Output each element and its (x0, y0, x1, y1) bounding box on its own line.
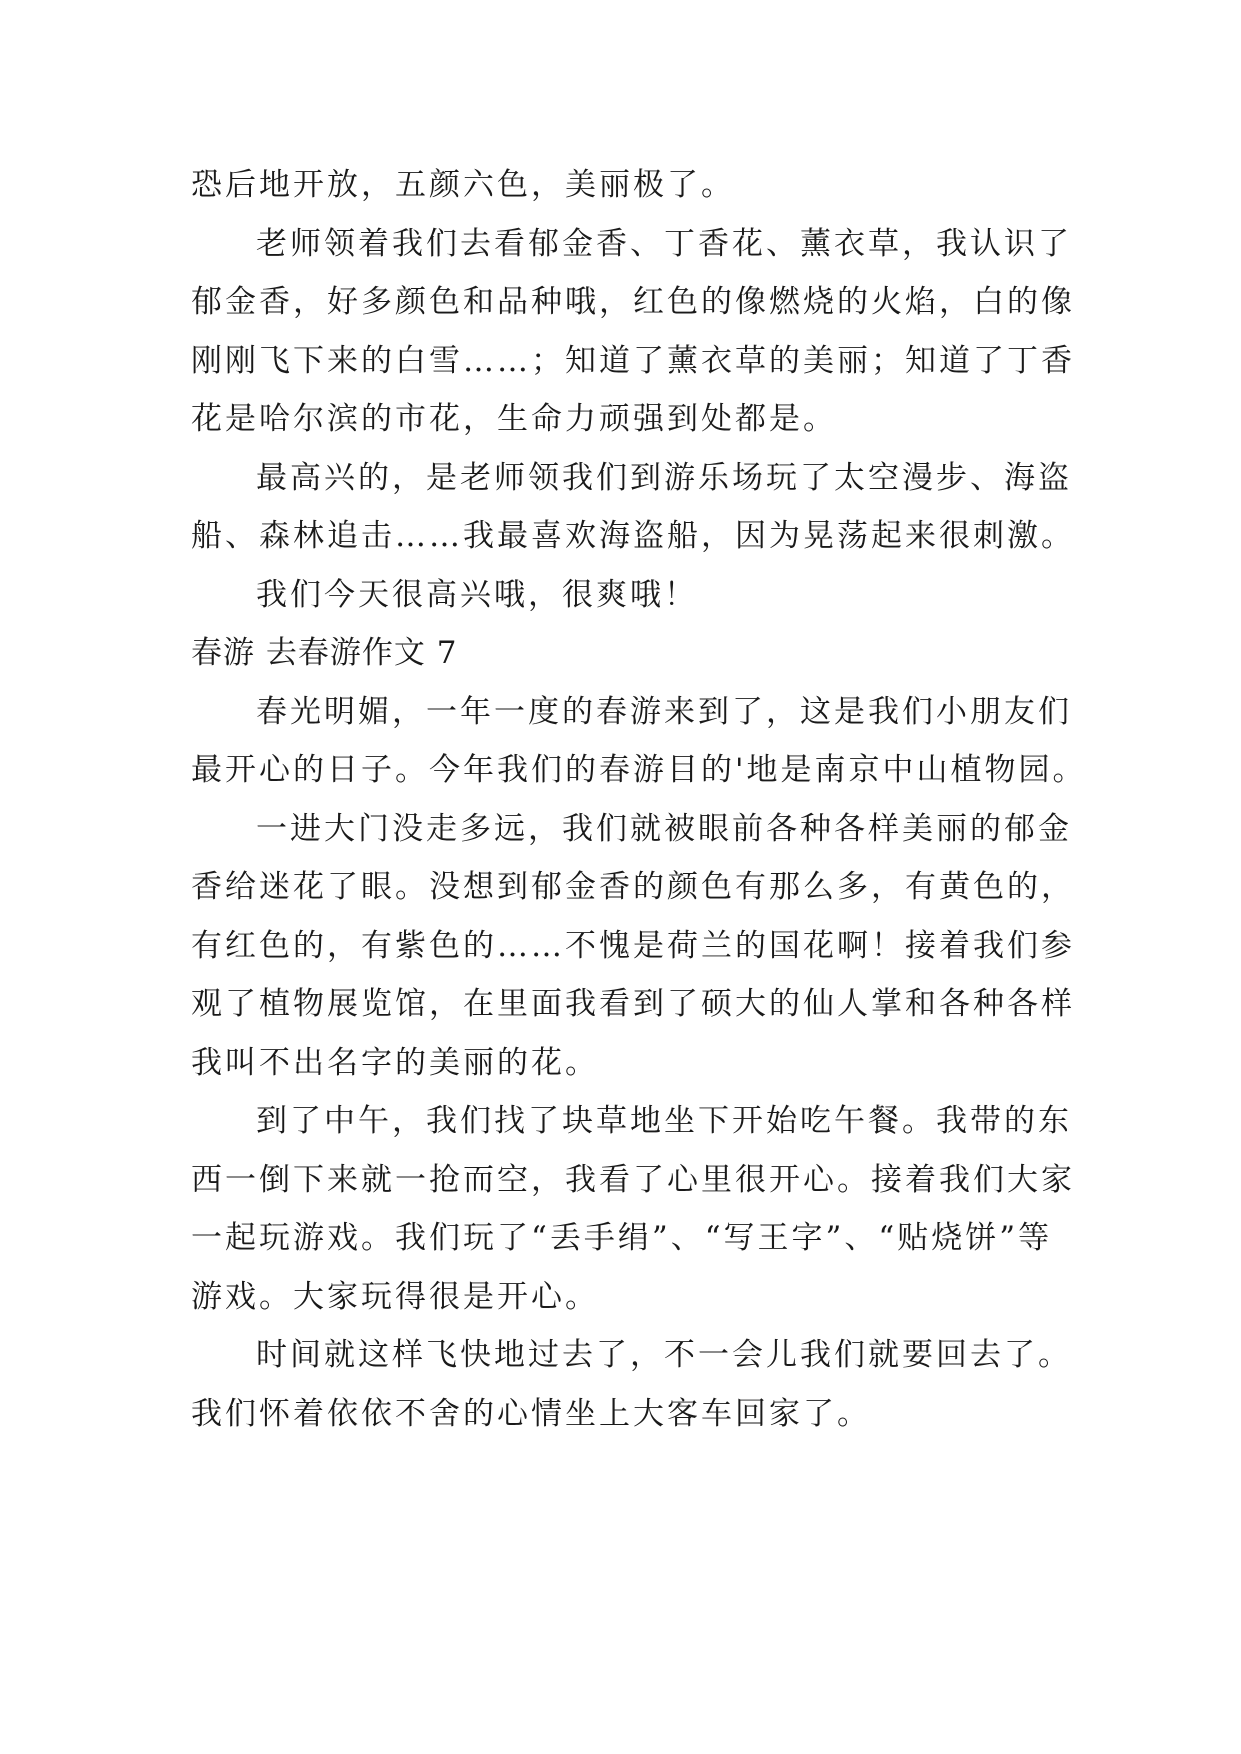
text-line: 我叫不出名字的美丽的花。 (191, 1044, 599, 1081)
text-line: 最开心的日子。今年我们的春游目的'地是南京中山植物园。 (191, 752, 1087, 788)
paragraph-start-line: 我们今天很高兴哦，很爽哦！ (256, 576, 698, 613)
text-line: 观了植物展览馆，在里面我看到了硕大的仙人掌和各种各样 (191, 986, 1075, 1022)
text-line: 花是哈尔滨的市花，生命力顽强到处都是。 (191, 401, 837, 437)
text-line: 郁金香，好多颜色和品种哦，红色的像燃烧的火焰，白的像 (191, 284, 1075, 320)
paragraph-start-line: 最高兴的，是老师领我们到游乐场玩了太空漫步、海盗 (256, 459, 1072, 496)
paragraph-start-line: 一进大门没走多远，我们就被眼前各种各样美丽的郁金 (256, 810, 1072, 847)
document-body (191, 156, 1087, 1443)
paragraph-start-line: 春光明媚，一年一度的春游来到了，这是我们小朋友们 (256, 693, 1072, 730)
text-line: 刚刚飞下来的白雪……；知道了薰衣草的美丽；知道了丁香 (191, 342, 1075, 379)
text-line: 我们怀着依依不舍的心情坐上大客车回家了。 (191, 1395, 871, 1432)
text-line: 有红色的，有紫色的……不愧是荷兰的国花啊！接着我们参 (191, 927, 1075, 964)
paragraph-start-line: 老师领着我们去看郁金香、丁香花、薰衣草，我认识了 (256, 225, 1072, 262)
text-line: 船、森林追击……我最喜欢海盗船，因为晃荡起来很刺激。 (191, 518, 1075, 554)
paragraph-start-line: 到了中午，我们找了块草地坐下开始吃午餐。我带的东 (256, 1103, 1072, 1139)
text-line: 恐后地开放，五颜六色，美丽极了。 (191, 167, 735, 203)
paragraph-start-line: 时间就这样飞快地过去了，不一会儿我们就要回去了。 (256, 1337, 1072, 1373)
section-heading: 春游 去春游作文 7 (191, 635, 458, 671)
text-line: 香给迷花了眼。没想到郁金香的颜色有那么多，有黄色的， (191, 869, 1075, 905)
text-line: 一起玩游戏。我们玩了“丢手绢”、“写王字”、“贴烧饼”等 (191, 1220, 1053, 1256)
text-line: 西一倒下来就一抢而空，我看了心里很开心。接着我们大家 (191, 1161, 1075, 1198)
text-line: 游戏。大家玩得很是开心。 (191, 1278, 599, 1315)
